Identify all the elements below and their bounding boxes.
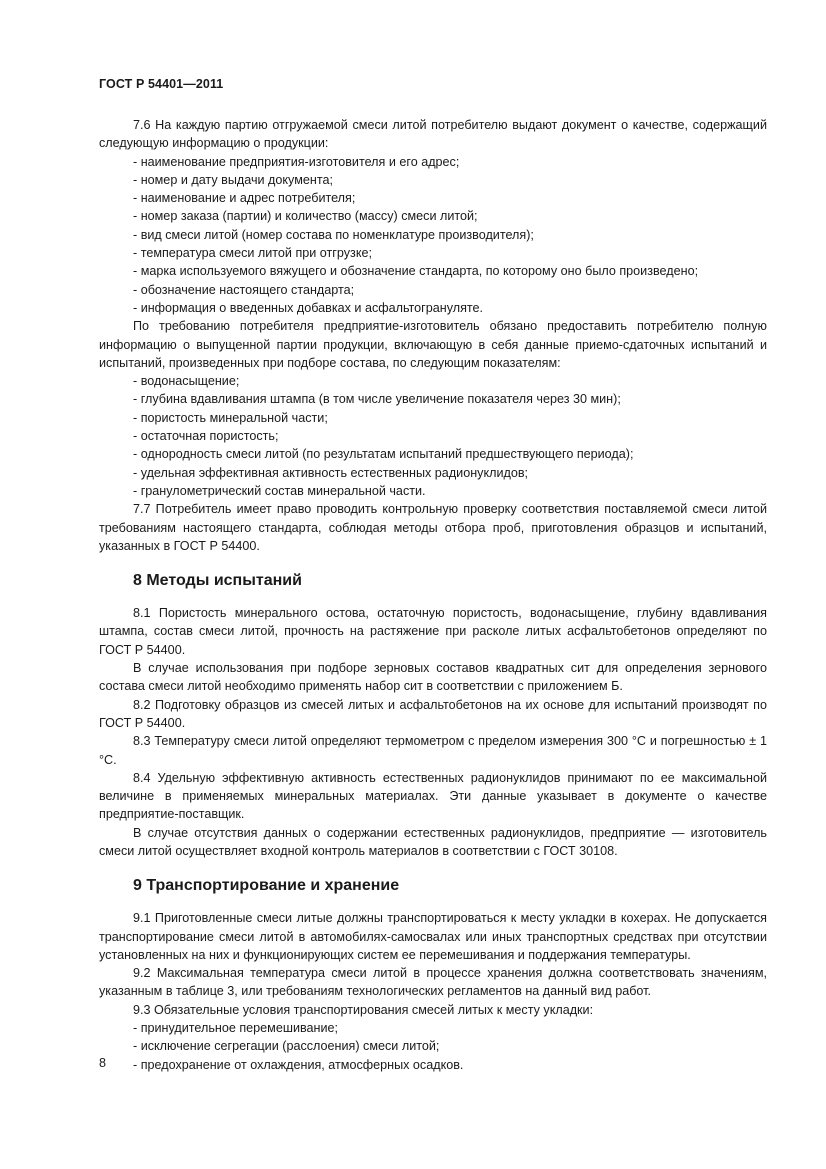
list-item: - температура смеси литой при отгрузке; — [133, 246, 372, 261]
paragraph-8-1-sieves: В случае использования при подборе зерновых составов квадратных сит для определения зернового состава смеси литой необходимо применять набор сит в соответствии с приложением Б. — [99, 661, 767, 694]
list-item: - номер заказа (партии) и количество (массу) смеси литой; — [133, 209, 478, 224]
paragraph-7-7: 7.7 Потребитель имеет право проводить контрольную проверку соответствия поставляемой смеси литой требованиям настоящего стандарта, соблюдая методы отбора проб, приготовления образцов и испытаний, указанных в ГОСТ Р 54400. — [99, 502, 767, 553]
page-number: 8 — [99, 1056, 107, 1070]
paragraph-8-3: 8.3 Температуру смеси литой определяют термометром с пределом измерения 300 °С и погрешностью ± 1 °С. — [99, 734, 767, 767]
paragraph-8-2: 8.2 Подготовку образцов из смесей литых и асфальтобетонов на их основе для испытаний производят по ГОСТ Р 54400. — [99, 697, 767, 730]
list-item: - наименование и адрес потребителя; — [133, 191, 356, 206]
paragraph-8-4-radionuclides: В случае отсутствия данных о содержании естественных радионуклидов, предприятие — изготовитель смеси литой осуществляет входной контроль материалов в соответствии с ГОСТ 30108. — [99, 825, 767, 858]
list-item: - марка используемого вяжущего и обозначение стандарта, по которому оно было произведено; — [133, 264, 699, 279]
list-item: - принудительное перемешивание; — [133, 1021, 339, 1036]
list-item: - обозначение настоящего стандарта; — [133, 282, 355, 297]
list-item: - водонасыщение; — [133, 374, 240, 389]
list-item: - наименование предприятия-изготовителя и его адрес; — [133, 154, 460, 169]
section-8-heading: 8 Методы испытаний — [133, 572, 302, 590]
paragraph-9-3: 9.3 Обязательные условия транспортирования смесей литых к месту укладки: — [133, 1002, 594, 1017]
list-item: - однородность смеси литой (по результатам испытаний предшествующего периода); — [133, 447, 634, 462]
paragraph-8-4: 8.4 Удельную эффективную активность естественных радионуклидов принимают по ее максимальной величине в применяемых минеральных материалах. Эти данные указывает в документе о качестве предприятие-поставщик. — [99, 770, 767, 822]
list-item: - глубина вдавливания штампа (в том числе увеличение показателя через 30 мин); — [133, 392, 621, 407]
section-9-heading: 9 Транспортирование и хранение — [133, 877, 400, 895]
list-item: - пористость минеральной части; — [133, 410, 328, 425]
list-item: - информация о введенных добавках и асфальтогрануляте. — [133, 300, 484, 315]
paragraph-9-2: 9.2 Максимальная температура смеси литой в процессе хранения должна соответствовать значениям, указанным в таблице 3, или требованиям технологических регламентов на данный вид работ. — [99, 966, 767, 999]
paragraph-9-1: 9.1 Приготовленные смеси литые должны транспортироваться к месту укладки в кохерах. Не допускается транспортирование смеси литой в автомобилях-самосвалах или иных транспортных средствах при отсутствии установленных на них и функционирующих систем ее перемешивания и поддержания температуры. — [99, 911, 767, 962]
list-item: - удельная эффективная активность естественных радионуклидов; — [133, 465, 529, 480]
list-item: - вид смеси литой (номер состава по номенклатуре производителя); — [133, 227, 534, 242]
indicators-list — [99, 372, 767, 500]
paragraph-7-6: 7.6 На каждую партию отгружаемой смеси литой потребителю выдают документ о качестве, содержащий следующую информацию о продукции: — [99, 118, 767, 151]
list-item: - предохранение от охлаждения, атмосферных осадков. — [133, 1057, 464, 1072]
paragraph-8-1: 8.1 Пористость минерального остова, остаточную пористость, водонасыщение, глубину вдавливания штампа, состав смеси литой, прочность на растяжение при расколе литых асфальтобетонов определяют по ГОСТ Р 54400. — [99, 606, 767, 657]
transport-conditions-list — [99, 1019, 767, 1074]
document-header: ГОСТ Р 54401—2011 — [99, 77, 224, 91]
quality-document-list — [99, 153, 767, 318]
page-content — [99, 116, 767, 1074]
list-item: - остаточная пористость; — [133, 429, 279, 444]
list-item: - гранулометрический состав минеральной части. — [133, 483, 426, 498]
list-item: - исключение сегрегации (расслоения) смеси литой; — [133, 1039, 440, 1054]
paragraph-consumer-request: По требованию потребителя предприятие-изготовитель обязано предоставить потребителю полную информацию о выпущенной партии продукции, включающую в себя данные приемо-сдаточных испытаний и испытаний, произведенных при подборе состава, по следующим показателям: — [99, 319, 767, 370]
list-item: - номер и дату выдачи документа; — [133, 172, 333, 187]
